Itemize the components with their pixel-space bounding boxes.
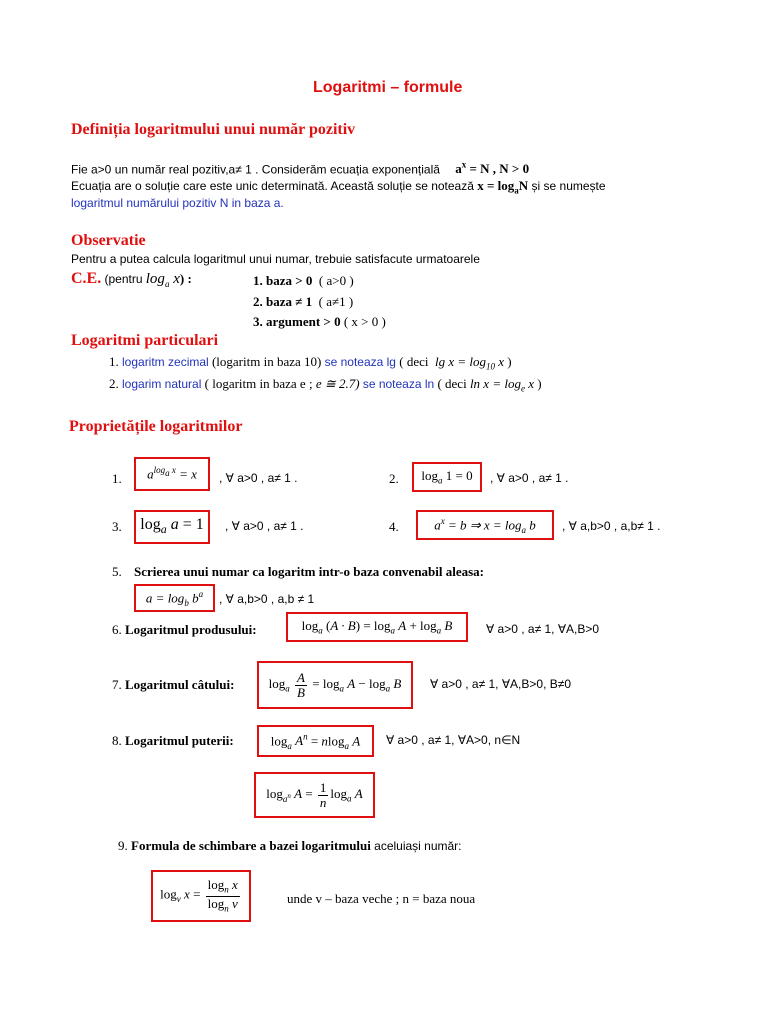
- property-8-condition: ∀ a>0 , a≠ 1, ∀A>0, n∈N: [386, 733, 521, 747]
- property-4-condition: , ∀ a,b>0 , a,b≠ 1 .: [562, 519, 661, 533]
- proprietati-heading: Proprietățile logaritmilor: [69, 418, 243, 435]
- definition-heading: Definiția logaritmului unui număr pozitiv: [71, 121, 356, 138]
- formula-box-9: $\log_v x$ = $\frac{\log_n x}{\log_n v}$: [151, 870, 251, 922]
- property-6-line: 6. Logaritmul produsului:: [112, 622, 257, 637]
- particular-item-2: 2. logarim natural ( logaritm in baza e ; e ≅ 2.7) se noteaza ln ( deci $\ln x = \log_e x$ ): [109, 376, 542, 394]
- definition-line-2: Ecuația are o soluție care este unic determinată. Această soluție se notează $x = \log_aN$ și se numește: [71, 178, 606, 196]
- ce-line: C.E. (pentru $\log_a x$) :: [71, 270, 192, 289]
- formula-box-2: $\log_a 1 = 0$: [412, 462, 482, 492]
- condition-3: 3. argument > 0 ( x > 0 ): [253, 314, 386, 329]
- condition-2: 2. baza ≠ 1 ( a≠1 ): [253, 294, 354, 309]
- particular-item-1: 1. logaritm zecimal (logaritm in baza 10) se noteaza lg ( deci $\lg x = \log_{10} x$ ): [109, 354, 512, 372]
- property-6-condition: ∀ a>0 , a≠ 1, ∀A,B>0: [486, 622, 600, 636]
- property-7-line: 7. Logaritmul câtului:: [112, 677, 235, 692]
- formula-box-6: $\log_a (A \cdot B) = \log_a A + \log_a B$: [286, 612, 468, 642]
- definition-line-3: logaritmul numărului pozitiv N in baza a.: [71, 196, 284, 210]
- formula-box-5: $a = \log_b b^a$: [134, 584, 215, 612]
- property-5-condition: , ∀ a,b>0 , a,b ≠ 1: [219, 592, 315, 606]
- definition-line-1: Fie a>0 un număr real pozitiv,a≠ 1 . Considerăm ecuația exponențială $a^x = N$ , N > 0: [71, 160, 530, 177]
- property-5-text: Scrierea unui numar ca logaritm intr-o baza convenabil aleasa:: [134, 564, 485, 579]
- property-7-condition: ∀ a>0 , a≠ 1, ∀A,B>0, B≠0: [430, 677, 571, 691]
- formula-box-7: $\log_a$ $\frac{A}{B}$ = $\log_a A - \log_a B$: [257, 661, 413, 709]
- observatie-text: Pentru a putea calcula logaritmul unui numar, trebuie satisfacute urmatoarele: [71, 252, 480, 266]
- page-title: Logaritmi – formule: [313, 79, 463, 96]
- property-9-line: 9. Formula de schimbare a bazei logaritmului aceluiași număr:: [118, 838, 462, 853]
- property-9-condition: unde v – baza veche ; n = baza noua: [287, 891, 476, 906]
- property-1-condition: , ∀ a>0 , a≠ 1 .: [219, 471, 298, 485]
- property-3-number: 3.: [112, 519, 122, 534]
- property-2-condition: , ∀ a>0 , a≠ 1 .: [490, 471, 569, 485]
- formula-box-8: $\log_a A^n = nlog_a$ A: [257, 725, 374, 757]
- formula-box-4: $a^x = b$ ⇒ $x = \log_a b$: [416, 510, 554, 540]
- observatie-heading: Observatie: [71, 232, 146, 249]
- property-2-number: 2.: [389, 471, 399, 486]
- property-1-number: 1.: [112, 471, 122, 486]
- formula-box-3: $\log_a a = 1$: [134, 510, 210, 544]
- formula-box-1: $a^{log_a x} = x$: [134, 457, 210, 491]
- property-3-condition: , ∀ a>0 , a≠ 1 .: [225, 519, 304, 533]
- property-5-number: 5.: [112, 564, 122, 579]
- property-4-number: 4.: [389, 519, 399, 534]
- particulari-heading: Logaritmi particulari: [71, 332, 219, 349]
- property-8-line: 8. Logaritmul puterii:: [112, 733, 234, 748]
- formula-box-8b: $\log_{a^n} A$ = $\frac{1}{n}$ $\log_a A$: [254, 772, 375, 818]
- condition-1: 1. baza > 0 ( a>0 ): [253, 273, 354, 288]
